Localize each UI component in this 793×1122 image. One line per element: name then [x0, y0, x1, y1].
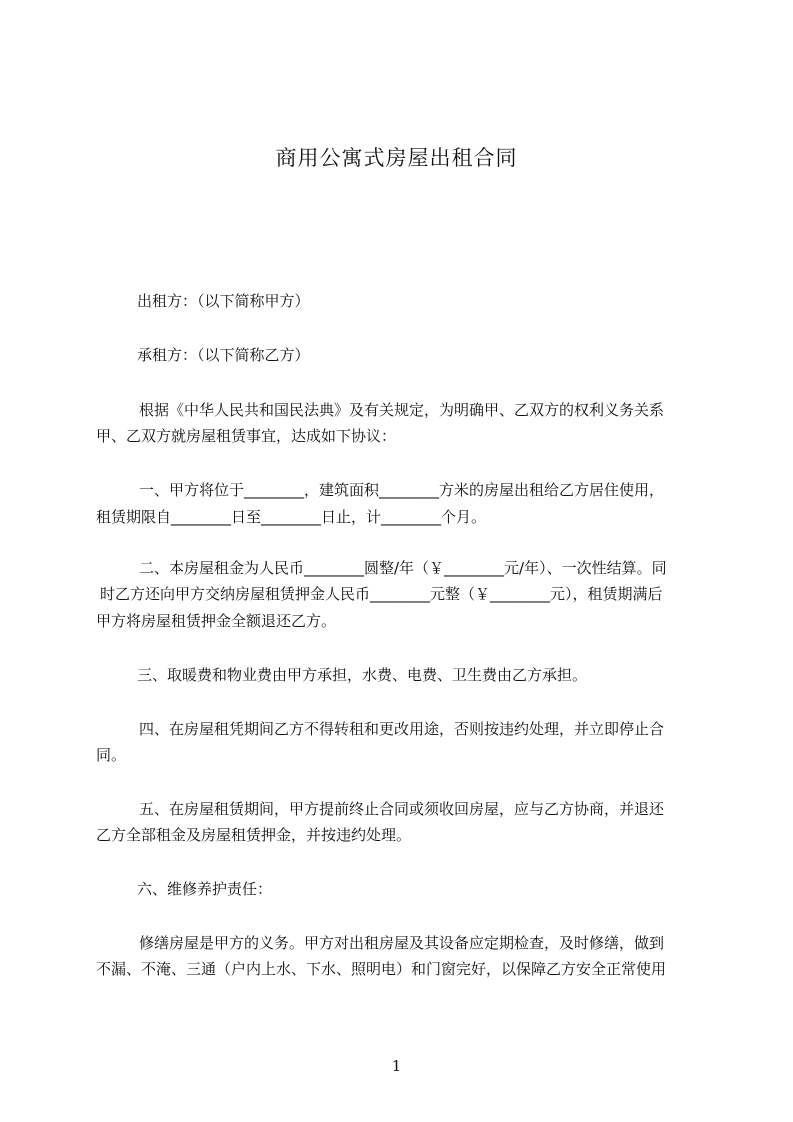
clause2-line-3: 甲方将房屋租赁押金全额退还乙方。 [96, 612, 337, 630]
clause5-line-1: 五、在房屋租赁期间，甲方提前终止合同或须收回房屋，应与乙方协商，并退还 [139, 800, 665, 818]
clause6-heading: 六、维修养护责任： [137, 880, 273, 898]
clause1-line-1: 一、甲方将位于________，建筑面积________方米的房屋出租给乙方居住使用， [139, 481, 665, 499]
clause5-line-2: 乙方全部租金及房屋租赁押金，并按违约处理。 [96, 826, 412, 844]
clause6-body-line-2: 不漏、不淹、三通（户内上水、下水、照明电）和门窗完好，以保障乙方安全正常使用 [96, 960, 667, 978]
preamble-line-2: 甲、乙双方就房屋租赁事宜，达成如下协议： [96, 427, 397, 445]
clause4-line-2: 同。 [96, 746, 127, 764]
preamble-line-1: 根据《中华人民共和国民法典》及有关规定，为明确甲、乙双方的权利义务关系 [139, 401, 665, 419]
clause3-line-1: 三、取暖费和物业费由甲方承担，水费、电费、卫生费由乙方承担。 [137, 666, 588, 684]
clause4-line-1: 四、在房屋租凭期间乙方不得转租和更改用途，否则按违约处理，并立即停止合 [139, 720, 665, 738]
lessee-line: 承租方：（以下简称乙方） [137, 346, 310, 364]
document-title: 商用公寓式房屋出租合同 [275, 146, 518, 170]
clause2-line-2: 时乙方还向甲方交纳房屋租赁押金人民币________元整（￥________元），租赁期满后 [100, 585, 663, 603]
clause2-line-1: 二、本房屋租金为人民币________圆整/年（￥________元/年）、一次性结算。同 [139, 559, 667, 577]
page-number: 1 [391, 1057, 402, 1075]
clause1-line-2: 租赁期限自________日至________日止，计________个月。 [96, 508, 487, 526]
clause6-body-line-1: 修缮房屋是甲方的义务。甲方对出租房屋及其设备应定期检查，及时修缮，做到 [139, 934, 665, 952]
lessor-line: 出租方：（以下简称甲方） [137, 292, 310, 310]
